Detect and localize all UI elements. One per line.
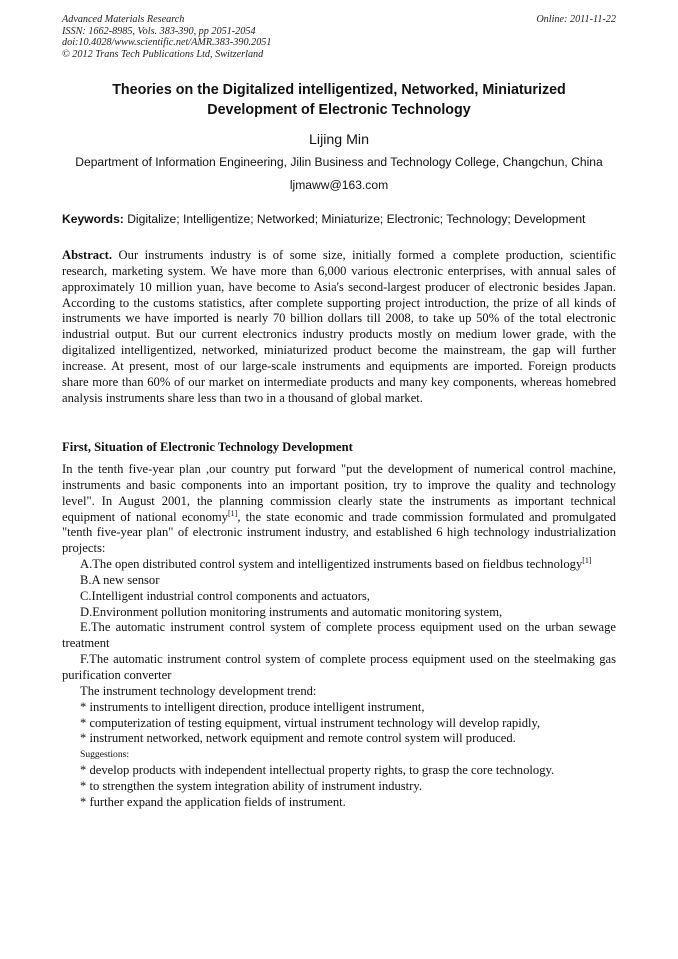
- abstract-text: Our instruments industry is of some size, initially formed a complete production, scientific research, marketing system. We have more than 6,000 various electronic enterprises, with annual sales of approximately 10 million yuan, have become to Asia's second-largest producer of electronic besides Japan. According to the customs statistics, after complete supporting project introduction, the prize of all kinds of instruments we have imported is nearly 70 billion dollars till 2008, to take up 50% of the total electronic industrial output. But our current electronics industry products mostly on medium lower grade, with the digitalized intelligentized, networked, miniaturized product become the mainstream, the gap will further increase. At present, most of our large-scale instruments and equipments are imported. Foreign products share more than 60% of our market on intermediate products and many key components, whereas homebred analysis instruments share less than two in a thousand of global market.: [62, 248, 616, 405]
- section-intro: [62, 462, 616, 557]
- issn-line: ISSN: 1662-8985, Vols. 383-390, pp 2051-2054: [62, 25, 256, 37]
- suggestion-item: * to strengthen the system integration ability of instrument industry.: [80, 778, 422, 793]
- doi-line: doi:10.4028/www.scientific.net/AMR.383-390.2051: [62, 37, 272, 49]
- section-heading: First, Situation of Electronic Technology Development: [62, 440, 353, 454]
- keywords-text: Digitalize; Intelligentize; Networked; Miniaturize; Electronic; Technology; Development: [123, 212, 586, 226]
- keywords-label: Keywords:: [62, 212, 124, 226]
- list-item-a-text: A.The open distributed control system and intelligentized instruments based on fieldbus technology: [80, 557, 583, 572]
- journal-name: Advanced Materials Research: [62, 14, 185, 25]
- citation-ref: [1]: [582, 556, 592, 566]
- abstract-label: Abstract.: [62, 248, 113, 262]
- copyright-line: © 2012 Trans Tech Publications Ltd, Switzerland: [62, 48, 264, 60]
- trend-item: * instrument networked, network equipment and remote control system will produced.: [80, 731, 516, 746]
- suggestions-label: Suggestions:: [80, 749, 130, 761]
- trend-item: * instruments to intelligent direction, produce intelligent instrument,: [80, 699, 425, 714]
- paper-title: [62, 81, 616, 120]
- title-line-1: Theories on the Digitalized intelligentized, Networked, Miniaturized: [112, 82, 566, 98]
- intro-text-a: In the tenth five-year plan ,our country put forward "put the development of numerical control machine, instruments and basic components into an important position, try to improve the quality and technology level". In August 2001, the planning commission clearly state the instruments as important technical equipment of national economy: [62, 462, 616, 524]
- suggestion-item: * further expand the application fields of instrument.: [80, 794, 346, 809]
- list-item-a: [62, 557, 616, 573]
- trend-heading: The instrument technology development trend:: [80, 683, 317, 698]
- list-item-d: D.Environment pollution monitoring instruments and automatic monitoring system,: [80, 604, 503, 619]
- trend-item: * computerization of testing equipment, virtual instrument technology will develop rapidly,: [80, 715, 541, 730]
- author-email: ljmaww@163.com: [289, 178, 389, 192]
- intro-text-b: , the state economic and trade commission formulated and promulgated "tenth five-year plan" of electronic instrument industry, and established 6 high technology industrialization projects:: [62, 509, 616, 556]
- list-item-f: F.The automatic instrument control system of complete process equipment used on the steelmaking gas purification converter: [62, 652, 616, 682]
- affiliation: Department of Information Engineering, Jilin Business and Technology College, Changchun, China: [75, 155, 603, 169]
- author-name: Lijing Min: [309, 132, 369, 148]
- citation-ref: [1]: [227, 508, 238, 518]
- list-item-c: C.Intelligent industrial control components and actuators,: [80, 588, 370, 603]
- section-body: [62, 462, 616, 811]
- list-item-e: E.The automatic instrument control system of complete process equipment used on the urban sewage treatment: [62, 620, 616, 651]
- abstract: [62, 248, 616, 406]
- keywords: [62, 212, 616, 227]
- title-line-2: Development of Electronic Technology: [207, 101, 471, 118]
- suggestion-item: * develop products with independent intellectual property rights, to grasp the core technology.: [80, 763, 555, 778]
- list-item-b: B.A new sensor: [80, 572, 160, 587]
- online-date: Online: 2011-11-22: [536, 14, 616, 25]
- journal-header: [62, 14, 271, 60]
